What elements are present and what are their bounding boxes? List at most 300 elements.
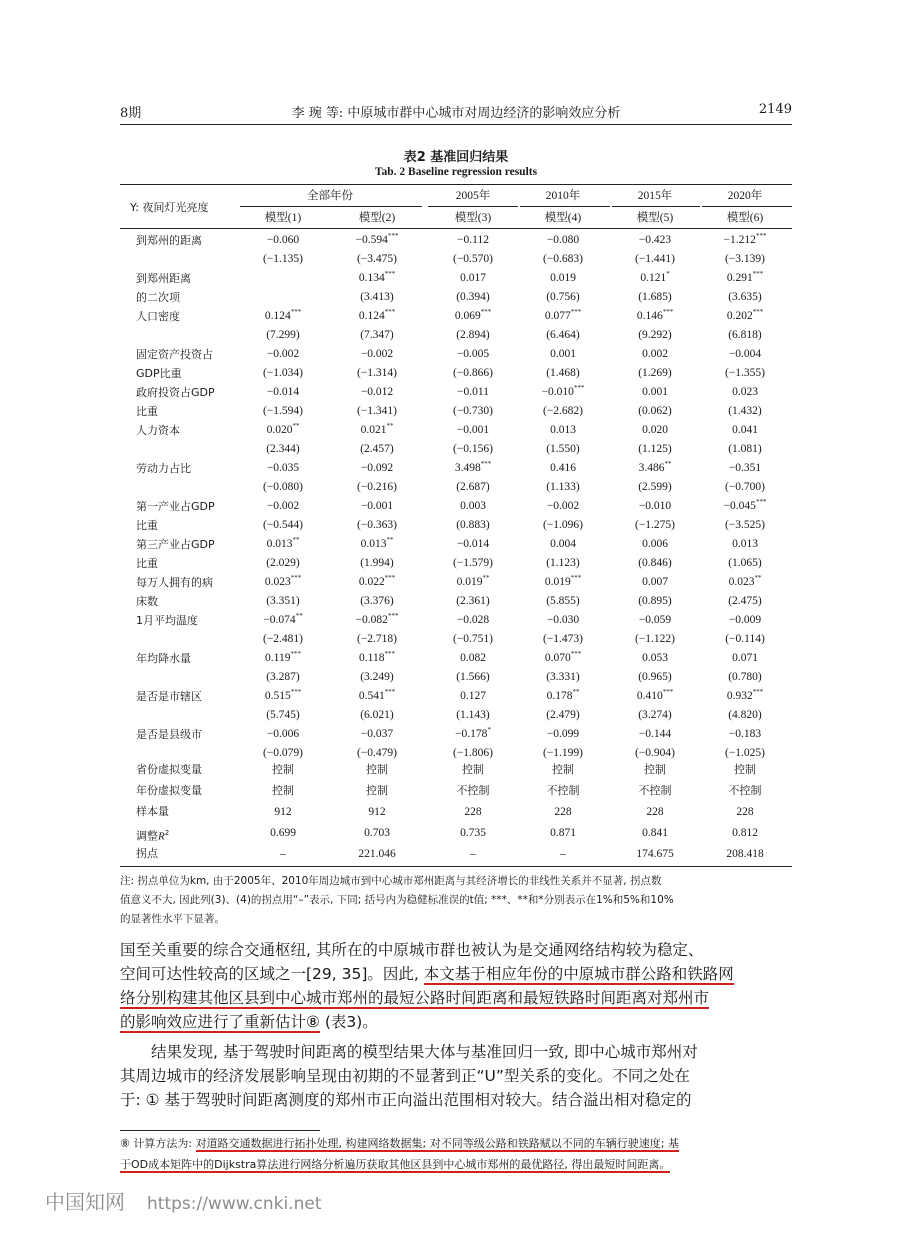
t-value-cell: (7.299)	[266, 329, 300, 341]
coefficient-cell: −0.002	[266, 348, 300, 360]
coefficient-cell: −0.099	[546, 728, 580, 740]
coefficient-cell: 0.291***	[726, 270, 764, 284]
tail-row-value: 0.841	[642, 827, 668, 839]
t-value-cell: (0.883)	[456, 519, 490, 531]
variable-label: 的二次项	[136, 291, 180, 304]
body-line: 其周边城市的经济发展影响呈现由初期的不显著到正“U”型关系的变化。不同之处在	[120, 1067, 690, 1085]
t-value-cell: (−1.034)	[262, 367, 304, 379]
t-value-cell: (2.029)	[266, 557, 300, 569]
note-line: 的显著性水平下显著。	[120, 913, 225, 925]
variable-label: 到郑州的距离	[136, 234, 202, 247]
note-line: 值意义不大, 因此列(3)、(4)的拐点用“–”表示, 下同; 括号内为稳健标准误的t值; ***、**和*分别表示在1%和5%和10%	[120, 894, 674, 906]
significance-stars: ***	[384, 688, 396, 696]
group-rule	[612, 206, 700, 207]
group-rule	[428, 206, 518, 207]
model-header: 模型(2)	[358, 212, 396, 224]
tail-row-value: 0.699	[270, 827, 296, 839]
significance-stars: ***	[290, 308, 302, 316]
coefficient-cell: 0.118***	[359, 650, 395, 664]
coefficient-cell: −0.059	[638, 614, 672, 626]
coefficient-cell: −0.001	[456, 424, 490, 436]
t-value-cell: (0.394)	[456, 291, 490, 303]
body-line: 的影响效应进行了重新估计⑧ (表3)。	[120, 1013, 378, 1031]
table-bottom-rule	[120, 866, 792, 867]
t-value-cell: (−0.363)	[356, 519, 398, 531]
significance-stars: ***	[755, 498, 767, 506]
t-value-cell: (−0.570)	[452, 253, 494, 265]
t-value-cell: (0.895)	[638, 595, 672, 607]
significance-stars: ***	[384, 308, 396, 316]
t-value-cell: (1.432)	[728, 405, 762, 417]
t-value-cell: (−1.341)	[356, 405, 398, 417]
significance-stars: ***	[752, 688, 764, 696]
coefficient-cell: −0.092	[360, 462, 394, 474]
running-title: 李 琬 等: 中原城市群中心城市对周边经济的影响效应分析	[291, 106, 621, 121]
variable-label: GDP比重	[136, 367, 182, 380]
t-value-cell: (−3.475)	[356, 253, 398, 265]
tail-row-value: 0.735	[460, 827, 486, 839]
watermark-url: https://www.cnki.net	[147, 1194, 322, 1214]
t-value-cell: (−0.479)	[356, 747, 398, 759]
model-header: 模型(1)	[264, 212, 302, 224]
body-line: 国至关重要的综合交通枢纽, 其所在的中原城市群也被认为是交通网络结构较为稳定、	[120, 941, 704, 959]
t-value-cell: (6.464)	[546, 329, 580, 341]
significance-stars: ***	[384, 270, 396, 278]
coefficient-cell: 0.121*	[640, 270, 670, 284]
coefficient-cell: −0.014	[266, 386, 300, 398]
tail-row-value: 控制	[552, 763, 574, 776]
t-value-cell: (5.745)	[266, 709, 300, 721]
coefficient-cell: 0.019	[550, 272, 576, 284]
variable-label: 是否是县级市	[136, 728, 202, 741]
footnote	[120, 1133, 792, 1175]
tail-row-label: 省份虚拟变量	[136, 763, 202, 776]
variable-label: 第三产业占GDP	[136, 538, 215, 551]
t-value-cell: (1.123)	[546, 557, 580, 569]
coefficient-cell: 0.071	[732, 652, 758, 664]
coefficient-cell: 0.023***	[264, 574, 302, 588]
significance-stars: **	[386, 536, 394, 544]
coefficient-cell: 0.124***	[358, 308, 396, 322]
coefficient-cell: 0.932***	[726, 688, 764, 702]
variable-label: 固定资产投资占	[136, 348, 213, 361]
t-value-cell: (−2.481)	[262, 633, 304, 645]
t-value-cell: (−0.544)	[262, 519, 304, 531]
t-value-cell: (−1.355)	[724, 367, 766, 379]
t-value-cell: (1.566)	[456, 671, 490, 683]
coefficient-cell: −0.080	[546, 234, 580, 246]
coefficient-cell: 0.013**	[360, 536, 394, 550]
coefficient-cell: 0.003	[460, 500, 486, 512]
tail-row-value: 228	[464, 806, 482, 818]
t-value-cell: (−1.096)	[542, 519, 584, 531]
coefficient-cell: 0.001	[550, 348, 576, 360]
significance-stars: ***	[387, 612, 399, 620]
tail-row-value: 228	[554, 806, 572, 818]
coefficient-cell: 0.013	[550, 424, 576, 436]
coefficient-cell: −0.006	[266, 728, 300, 740]
t-value-cell: (1.143)	[456, 709, 490, 721]
group-rule	[702, 206, 792, 207]
variable-label: 人力资本	[136, 424, 180, 437]
t-value-cell: (3.351)	[266, 595, 300, 607]
t-value-cell: (4.820)	[728, 709, 762, 721]
body-line: 空间可达性较高的区域之一[29, 35]。因此, 本文基于相应年份的中原城市群公路和铁路网	[120, 965, 734, 983]
group-rule	[240, 206, 422, 207]
coefficient-cell: −0.594***	[355, 232, 399, 246]
tail-row-value: 0.812	[732, 827, 758, 839]
coefficient-cell: −0.423	[638, 234, 672, 246]
t-value-cell: (−0.866)	[452, 367, 494, 379]
significance-stars: ***	[570, 574, 582, 582]
t-value-cell: (−1.473)	[542, 633, 584, 645]
significance-stars: **	[295, 612, 303, 620]
variable-label: 比重	[136, 405, 158, 418]
tail-row-value: 228	[646, 806, 664, 818]
header-rule	[120, 124, 792, 125]
coefficient-cell: 0.023	[732, 386, 758, 398]
coefficient-cell: 0.021**	[360, 422, 394, 436]
coefficient-cell: −0.002	[360, 348, 394, 360]
tail-row-value: 控制	[366, 784, 388, 797]
t-value-cell: (6.818)	[728, 329, 762, 341]
t-value-cell: (−0.730)	[452, 405, 494, 417]
tail-row-value: 不控制	[456, 784, 490, 797]
group-header: 2020年	[727, 190, 763, 202]
variable-label: 政府投资占GDP	[136, 386, 215, 399]
coefficient-cell: 0.146***	[636, 308, 674, 322]
tail-row-value: 912	[368, 806, 386, 818]
coefficient-cell: −0.030	[546, 614, 580, 626]
tail-row-value: 控制	[734, 763, 756, 776]
significance-stars: ***	[290, 688, 302, 696]
coefficient-cell: 0.134***	[358, 270, 396, 284]
tail-row-value: 控制	[462, 763, 484, 776]
tail-row-value: 174.675	[636, 848, 674, 860]
model-header: 模型(5)	[636, 212, 674, 224]
coefficient-cell: 0.541***	[358, 688, 396, 702]
t-value-cell: (1.065)	[728, 557, 762, 569]
highlight-underline: 络分别构建其他区县到中心城市郑州的最短公路时间距离和最短铁路时间距离对郑州市	[120, 989, 710, 1007]
t-value-cell: (2.687)	[456, 481, 490, 493]
group-header: 2010年	[545, 190, 581, 202]
coefficient-cell: −0.074**	[263, 612, 303, 626]
footnote-line	[120, 1154, 792, 1175]
coefficient-cell: 0.127	[460, 690, 486, 702]
cnki-watermark	[45, 1186, 321, 1215]
coefficient-cell: −0.112	[457, 234, 489, 246]
body-line: 于: ① 基于驾驶时间距离测度的郑州市正向溢出范围相对较大。结合溢出相对稳定的	[120, 1091, 692, 1109]
coefficient-cell: 0.077***	[544, 308, 582, 322]
table-note	[120, 872, 792, 929]
t-value-cell: (−1.135)	[262, 253, 304, 265]
table-caption-cn: 表2 基准回归结果	[403, 150, 509, 165]
t-value-cell: (3.635)	[728, 291, 762, 303]
t-value-cell: (2.599)	[638, 481, 672, 493]
coefficient-cell: 0.020**	[266, 422, 300, 436]
coefficient-cell: −0.351	[728, 462, 762, 474]
coefficient-cell: 0.053	[642, 652, 668, 664]
coefficient-cell: −0.002	[546, 500, 580, 512]
significance-stars: ***	[570, 650, 582, 658]
t-value-cell: (−1.441)	[634, 253, 676, 265]
t-value-cell: (3.376)	[360, 595, 394, 607]
t-value-cell: (−1.122)	[634, 633, 676, 645]
coefficient-cell: −0.082***	[355, 612, 399, 626]
t-value-cell: (2.894)	[456, 329, 490, 341]
t-value-cell: (−2.718)	[356, 633, 398, 645]
tail-row-value: –	[560, 848, 566, 860]
watermark-brand: 中国知网	[45, 1190, 125, 1214]
significance-stars: **	[754, 574, 762, 582]
tail-row-value: 控制	[644, 763, 666, 776]
tail-row-value: –	[280, 848, 286, 860]
significance-stars: ***	[573, 384, 585, 392]
y-variable-label: Y: 夜间灯光亮度	[130, 201, 209, 214]
highlight-underline: 对道路交通数据进行拓扑处理, 构建网络数据集; 对不同等级公路和铁路赋以不同的车辆行驶速度; 基	[195, 1137, 679, 1150]
significance-stars: ***	[290, 650, 301, 658]
group-rule	[520, 206, 610, 207]
group-header: 2015年	[637, 190, 673, 202]
t-value-cell: (−1.579)	[452, 557, 494, 569]
body-paragraph-1	[120, 938, 792, 1034]
coefficient-cell: 0.019**	[456, 574, 490, 588]
coefficient-cell: 0.017	[460, 272, 486, 284]
group-header: 2005年	[455, 190, 491, 202]
tail-row-value: –	[470, 848, 476, 860]
significance-stars: ***	[480, 308, 492, 316]
t-value-cell: (−1.806)	[452, 747, 494, 759]
t-value-cell: (2.344)	[266, 443, 300, 455]
t-value-cell: (3.274)	[638, 709, 672, 721]
t-value-cell: (−0.216)	[356, 481, 398, 493]
t-value-cell: (5.855)	[546, 595, 580, 607]
variable-label: 到郑州距离	[136, 272, 191, 285]
tail-row-label: 拐点	[136, 847, 158, 860]
coefficient-cell: −0.010***	[541, 384, 585, 398]
coefficient-cell: −0.002	[266, 500, 300, 512]
t-value-cell: (1.269)	[638, 367, 672, 379]
table-caption-en: Tab. 2 Baseline regression results	[374, 166, 538, 178]
significance-stars: ***	[755, 232, 767, 240]
coefficient-cell: 0.023**	[728, 574, 762, 588]
variable-label: 是否是市辖区	[136, 690, 202, 703]
coefficient-cell: 0.202***	[726, 308, 764, 322]
coefficient-cell: −0.045***	[723, 498, 767, 512]
table-top-rule	[120, 184, 792, 185]
model-header: 模型(3)	[454, 212, 492, 224]
t-value-cell: (3.287)	[266, 671, 300, 683]
t-value-cell: (−0.683)	[542, 253, 584, 265]
tail-row-value: 0.703	[364, 827, 390, 839]
footnote-line: ⑧ 计算方法为: 对道路交通数据进行拓扑处理, 构建网络数据集; 对不同等级公路和铁路赋以不同的车辆行驶速度; 基	[120, 1137, 679, 1150]
variable-label: 比重	[136, 557, 158, 570]
t-value-cell: (2.475)	[728, 595, 762, 607]
significance-stars: **	[292, 422, 300, 430]
highlight-underline: 于OD成本矩阵中的Dijkstra算法进行网络分析遍历获取其他区县到中心城市郑州的最优路径, 得出最短时间距离。	[120, 1158, 671, 1171]
coefficient-cell: −0.014	[456, 538, 490, 550]
coefficient-cell: 0.006	[642, 538, 668, 550]
tail-row-value: 0.871	[550, 827, 576, 839]
significance-stars: ***	[752, 270, 764, 278]
coefficient-cell: −1.212***	[723, 232, 767, 246]
t-value-cell: (−0.700)	[724, 481, 766, 493]
significance-stars: *	[487, 726, 491, 734]
coefficient-cell: 0.410***	[636, 688, 674, 702]
significance-stars: **	[572, 688, 580, 696]
t-value-cell: (−1.199)	[542, 747, 584, 759]
variable-label: 每万人拥有的病	[136, 576, 213, 589]
group-header: 全部年份	[307, 190, 353, 202]
t-value-cell: (−1.275)	[634, 519, 676, 531]
coefficient-cell: −0.011	[457, 386, 489, 398]
significance-stars: ***	[662, 308, 674, 316]
coefficient-cell: 0.013**	[266, 536, 300, 550]
tail-row-value: 不控制	[638, 784, 672, 797]
coefficient-cell: −0.037	[360, 728, 394, 740]
issue-number: 8期	[120, 106, 142, 121]
coefficient-cell: −0.004	[728, 348, 762, 360]
variable-label: 年均降水量	[136, 652, 191, 665]
tail-row-value: 221.046	[358, 848, 396, 860]
t-value-cell: (−1.025)	[724, 747, 766, 759]
tail-row-value: 控制	[272, 784, 294, 797]
variable-label: 劳动力占比	[136, 462, 191, 475]
tail-row-value: 不控制	[728, 784, 762, 797]
significance-stars: ***	[752, 308, 764, 316]
coefficient-cell: 0.416	[550, 462, 576, 474]
t-value-cell: (1.125)	[638, 443, 672, 455]
coefficient-cell: −0.010	[638, 500, 672, 512]
coefficient-cell: 0.002	[642, 348, 668, 360]
model-header: 模型(6)	[726, 212, 764, 224]
footnote-rule	[120, 1130, 320, 1131]
t-value-cell: (9.292)	[638, 329, 672, 341]
tail-row-value: 208.418	[726, 848, 764, 860]
significance-stars: **	[386, 422, 394, 430]
significance-stars: ***	[570, 308, 582, 316]
t-value-cell: (1.550)	[546, 443, 580, 455]
tail-row-value: 控制	[272, 763, 294, 776]
t-value-cell: (2.479)	[546, 709, 580, 721]
t-value-cell: (1.685)	[638, 291, 672, 303]
t-value-cell: (1.133)	[546, 481, 580, 493]
coefficient-cell: 0.007	[642, 576, 668, 588]
t-value-cell: (−2.682)	[542, 405, 584, 417]
coefficient-cell: 0.124***	[264, 308, 302, 322]
body-line	[120, 986, 792, 1010]
coefficient-cell: −0.028	[456, 614, 490, 626]
page-number: 2149	[758, 102, 792, 117]
coefficient-cell: −0.035	[266, 462, 300, 474]
variable-label: 第一产业占GDP	[136, 500, 215, 513]
t-value-cell: (3.413)	[360, 291, 394, 303]
t-value-cell: (3.331)	[546, 671, 580, 683]
significance-stars: **	[292, 536, 300, 544]
coefficient-cell: −0.183	[728, 728, 762, 740]
t-value-cell: (7.347)	[360, 329, 394, 341]
coefficient-cell: 0.022***	[358, 574, 396, 588]
t-value-cell: (0.062)	[638, 405, 672, 417]
coefficient-cell: 3.486**	[638, 460, 672, 474]
t-value-cell: (−0.079)	[262, 747, 304, 759]
coefficient-cell: 3.498***	[454, 460, 492, 474]
variable-label: 人口密度	[136, 310, 180, 323]
t-value-cell: (−0.904)	[634, 747, 676, 759]
coefficient-cell: 0.119***	[265, 650, 301, 664]
t-value-cell: (1.081)	[728, 443, 762, 455]
r-symbol: R	[158, 830, 165, 843]
header-bottom-rule	[120, 228, 792, 229]
coefficient-cell: 0.013	[732, 538, 758, 550]
t-value-cell: (0.846)	[638, 557, 672, 569]
coefficient-cell: −0.012	[360, 386, 394, 398]
significance-stars: ***	[662, 688, 674, 696]
t-value-cell: (−0.114)	[725, 633, 765, 645]
t-value-cell: (−0.751)	[452, 633, 494, 645]
t-value-cell: (−0.080)	[262, 481, 304, 493]
coefficient-cell: −0.178*	[455, 726, 491, 740]
tail-row-label: 调整$R^2$	[136, 829, 170, 843]
coefficient-cell: 0.004	[550, 538, 576, 550]
coefficient-cell: 0.515***	[264, 688, 302, 702]
r-superscript: 2	[164, 829, 170, 837]
t-value-cell: (1.468)	[546, 367, 580, 379]
coefficient-cell: 0.020	[642, 424, 668, 436]
coefficient-cell: 0.019***	[544, 574, 582, 588]
variable-label: 比重	[136, 519, 158, 532]
coefficient-cell: −0.060	[266, 234, 300, 246]
coefficient-cell: −0.144	[638, 728, 672, 740]
tail-row-value: 228	[736, 806, 754, 818]
t-value-cell: (−1.314)	[356, 367, 398, 379]
coefficient-cell: −0.005	[456, 348, 490, 360]
t-value-cell: (−1.594)	[262, 405, 304, 417]
variable-label: 1月平均温度	[136, 614, 198, 627]
significance-stars: ***	[480, 460, 492, 468]
significance-stars: ***	[387, 232, 399, 240]
tail-row-value: 不控制	[546, 784, 580, 797]
coefficient-cell: 0.041	[732, 424, 758, 436]
coefficient-cell: −0.009	[728, 614, 762, 626]
highlight-underline: 本文基于相应年份的中原城市群公路和铁路网	[423, 965, 734, 983]
t-value-cell: (6.021)	[360, 709, 394, 721]
coefficient-cell: −0.001	[360, 500, 394, 512]
body-paragraph-2	[120, 1040, 792, 1112]
tail-row-label: 年份虚拟变量	[136, 784, 202, 797]
significance-stars: **	[482, 574, 490, 582]
t-value-cell: (−3.525)	[724, 519, 766, 531]
coefficient-cell: 0.069***	[454, 308, 492, 322]
t-value-cell: (0.780)	[728, 671, 762, 683]
t-value-cell: (−0.156)	[452, 443, 494, 455]
t-value-cell: (−3.139)	[724, 253, 766, 265]
tail-row-value: 912	[274, 806, 292, 818]
coefficient-cell: 0.070***	[544, 650, 582, 664]
coefficient-cell: 0.001	[642, 386, 668, 398]
tail-row-label: 样本量	[136, 805, 169, 818]
significance-stars: *	[666, 270, 670, 278]
t-value-cell: (0.965)	[638, 671, 672, 683]
note-line: 注: 拐点单位为km, 由于2005年、2010年周边城市到中心城市郑州距离与其经济增长的非线性关系并不显著, 拐点数	[120, 875, 662, 887]
t-value-cell: (2.361)	[456, 595, 490, 607]
running-header	[120, 102, 792, 122]
model-header: 模型(4)	[544, 212, 582, 224]
t-value-cell: (1.994)	[360, 557, 394, 569]
variable-label: 床数	[136, 595, 158, 608]
tail-row-value: 控制	[366, 763, 388, 776]
highlight-underline: 的影响效应进行了重新估计⑧	[120, 1013, 320, 1031]
